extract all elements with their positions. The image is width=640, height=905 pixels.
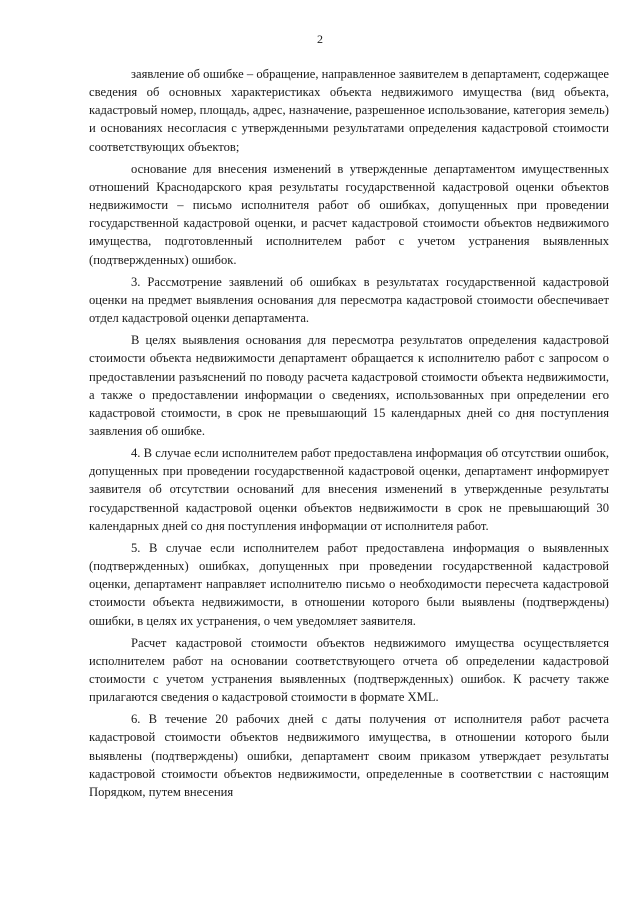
paragraph-definition-basis-for-changes: основание для внесения изменений в утвержденные департаментом имущественных отношений Краснодарского края результаты государственной кадастровой оценки объектов недвижимости – письмо исполнителя работ об ошибках, допущенных при проведении государственной кадастровой оценки, и расчет кадастровой стоимости объектов недвижимого имущества, подготовленный исполнителем работ с учетом устранения выявленных (подтвержденных) ошибок.	[89, 161, 609, 267]
paragraph-definition-error-statement: заявление об ошибке – обращение, направленное заявителем в департамент, содержащее сведения об основных характеристиках объекта недвижимого имущества (вид объекта, кадастровый номер, площадь, адрес, назначение, разрешенное использование, категория земель) и основаниях несогласия с утвержденными результатами определения кадастровой стоимости соответствующих объектов;	[89, 67, 609, 154]
page-number: 2	[317, 32, 323, 46]
paragraph-recalculation: Расчет кадастровой стоимости объектов недвижимого имущества осуществляется исполнителем работ на основании соответствующего отчета об определении кадастровой стоимости с учетом устранения выявленных (подтвержденных) ошибок. К расчету также прилагаются сведения о кадастровой стоимости в формате XML.	[89, 635, 609, 705]
paragraph-item-4: 4. В случае если исполнителем работ предоставлена информация об отсутствии ошибок, допущенных при проведении государственной кадастровой оценки, департамент информирует заявителя об отсутствии оснований для внесения изменений в утвержденные результаты государственной кадастровой оценки объектов недвижимости в срок не превышающий 30 календарных дней со дня поступления информации от исполнителя работ.	[89, 446, 609, 533]
paragraph-review-purpose: В целях выявления основания для пересмотра результатов определения кадастровой стоимости объекта недвижимости департамент обращается к исполнителю работ с запросом о предоставлении разъяснений по поводу расчета кадастровой стоимости объекта недвижимости, а также о предоставлении информации о сведениях, использованных при определении его кадастровой стоимости, в срок не превышающий 15 календарных дней со дня поступления заявления об ошибке.	[89, 333, 609, 438]
paragraph-item-5: 5. В случае если исполнителем работ предоставлена информация о выявленных (подтвержденных) ошибках, допущенных при проведении государственной кадастровой оценки, департамент направляет исполнителю письмо о необходимости пересчета кадастровой стоимости объекта недвижимости, в отношении которого были выявлены (подтверждены) ошибки, в целях их устранения, о чем уведомляет заявителя.	[89, 540, 609, 628]
document-body	[89, 65, 609, 805]
paragraph-item-6: 6. В течение 20 рабочих дней с даты получения от исполнителя работ расчета кадастровой стоимости объектов недвижимого имущества, в отношении которого были выявлены (подтверждены) ошибки, департамент своим приказом утверждает результаты кадастровой стоимости объектов недвижимости, определенные в соответствии с настоящим Порядком, путем внесения	[89, 712, 609, 799]
paragraph-item-3: 3. Рассмотрение заявлений об ошибках в результатах государственной кадастровой оценки на предмет выявления основания для пересмотра кадастровой стоимости обеспечивает отдел кадастровой оценки департамента.	[89, 274, 609, 326]
